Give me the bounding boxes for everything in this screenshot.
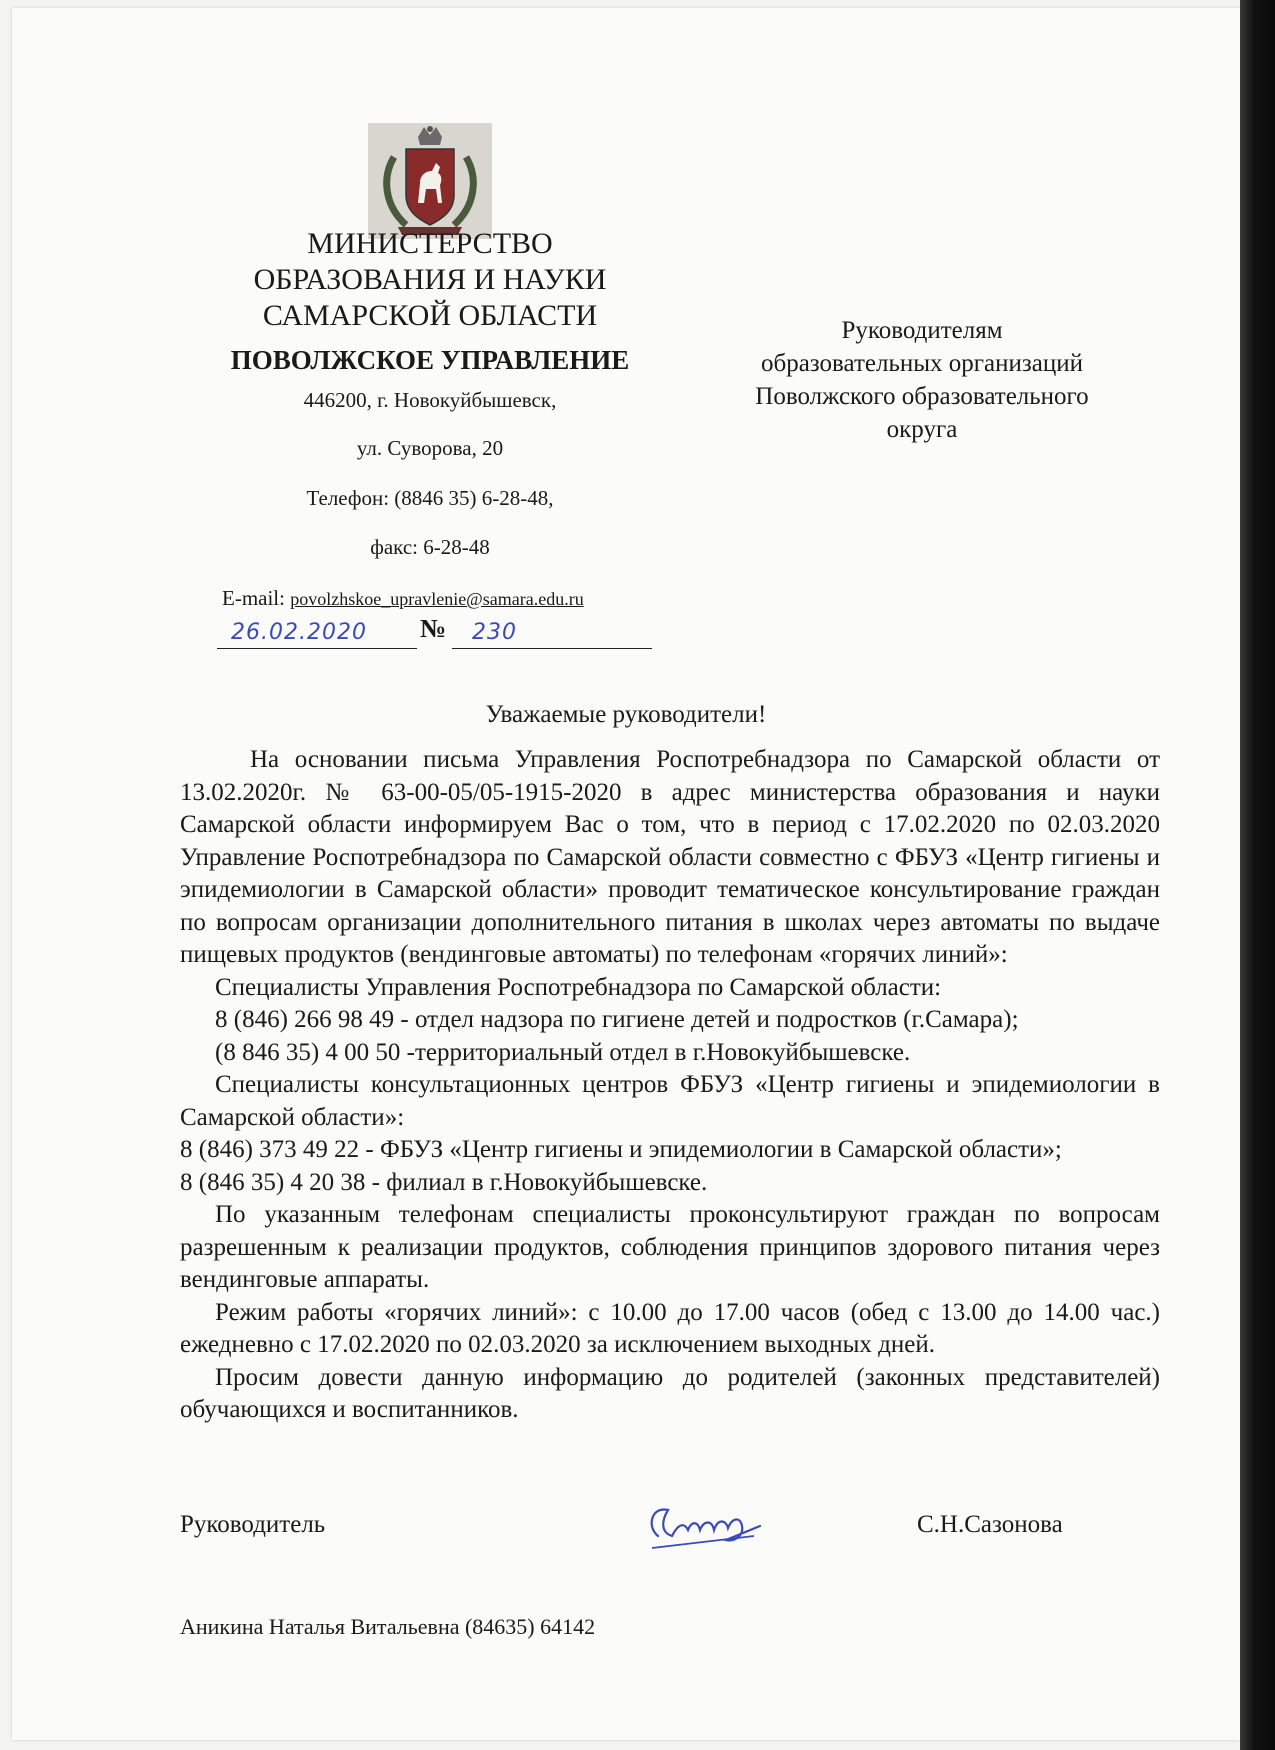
fax-line: факс: 6-28-48 bbox=[370, 535, 490, 559]
coat-of-arms-icon bbox=[368, 123, 492, 239]
handwritten-signature bbox=[642, 1496, 772, 1556]
phone-entry-2: (8 846 35) 4 00 50 -территориальный отдел в г.Новокуйбышевске. bbox=[215, 1038, 911, 1066]
org-name-line-1: МИНИСТЕРСТВО bbox=[307, 227, 553, 260]
greeting: Уважаемые руководители! bbox=[485, 701, 767, 728]
email-link[interactable]: povolzhskoe_upravlenie@samara.edu.ru bbox=[290, 589, 584, 609]
address-line-1: 446200, г. Новокуйбышевск, bbox=[303, 388, 557, 412]
letter-page bbox=[12, 8, 1240, 1740]
paragraph-8: По указанным телефонам специалисты проконсультируют граждан по вопросам разрешенным к реализации продуктов, соблюдения принципов здорового питания через вендинговые аппараты. bbox=[180, 1201, 1160, 1293]
letter-body bbox=[180, 744, 1160, 1427]
org-name-line-3: САМАРСКОЙ ОБЛАСТИ bbox=[262, 299, 598, 332]
addressee-line-2: образовательных организаций bbox=[760, 350, 1083, 377]
phone-entry-4: 8 (846 35) 4 20 38 - филиал в г.Новокуйбышевске. bbox=[180, 1168, 708, 1196]
paragraph-5: Специалисты консультационных центров ФБУЗ «Центр гигиены и эпидемиологии в Самарской области»: bbox=[180, 1071, 1160, 1131]
addressee-line-3: Поволжского образовательного bbox=[755, 383, 1089, 410]
paragraph-2: Специалисты Управления Роспотребнадзора по Самарской области: bbox=[215, 973, 942, 1001]
phone-line: Телефон: (8846 35) 6-28-48, bbox=[306, 486, 554, 510]
org-name-line-2: ОБРАЗОВАНИЯ И НАУКИ bbox=[253, 263, 607, 296]
email-label: E-mail: bbox=[222, 586, 285, 610]
paragraph-1: На основании письма Управления Роспотребнадзора по Самарской области от 13.02.2020г. № 63-00-05/05-1915-2020 в адрес министерства образования и науки Самарской области информируем Вас о том, что в период с 17.02.2020 по 02.03.2020 Управление Роспотребнадзора по Самарской области совместно с ФБУЗ «Центр гигиены и эпидемиологии в Самарской области» проводит тематическое консультирование граждан по вопросам организации дополнительного питания в школах через автоматы по выдаче пищевых продуктов (вендинговые автоматы) по телефонам «горячих линий»: bbox=[180, 746, 1160, 968]
paragraph-10: Просим довести данную информацию до родителей (законных представителей) обучающихся и воспитанников. bbox=[180, 1363, 1160, 1423]
addressee-block bbox=[712, 314, 1132, 446]
executor-contact: Аникина Наталья Витальевна (84635) 64142 bbox=[180, 1614, 596, 1639]
signer-position: Руководитель bbox=[180, 1511, 326, 1538]
phone-entry-3: 8 (846) 373 49 22 - ФБУЗ «Центр гигиены и эпидемиологии в Самарской области»; bbox=[180, 1136, 1062, 1163]
addressee-line-4: округа bbox=[886, 416, 958, 443]
addressee-line-1: Руководителям bbox=[841, 317, 1003, 344]
signer-name: С.Н.Сазонова bbox=[917, 1511, 1063, 1538]
department-name: ПОВОЛЖСКОЕ УПРАВЛЕНИЕ bbox=[230, 345, 630, 375]
phone-entry-1: 8 (846) 266 98 49 - отдел надзора по гигиене детей и подростков (г.Самара); bbox=[215, 1006, 1019, 1033]
number-field bbox=[452, 620, 652, 649]
handwritten-date: 26.02.2020 bbox=[231, 620, 367, 645]
email-row bbox=[222, 586, 584, 611]
address-line-2: ул. Суворова, 20 bbox=[356, 436, 504, 460]
handwritten-number: 230 bbox=[472, 620, 517, 645]
date-field bbox=[217, 620, 417, 649]
paragraph-9: Режим работы «горячих линий»: с 10.00 до 17.00 часов (обед с 13.00 до 14.00 час.) ежедневно с 17.02.2020 по 02.03.2020 за исключением выходных дней. bbox=[180, 1298, 1160, 1358]
scan-dark-edge bbox=[1240, 0, 1275, 1750]
number-mark: № bbox=[420, 614, 447, 643]
